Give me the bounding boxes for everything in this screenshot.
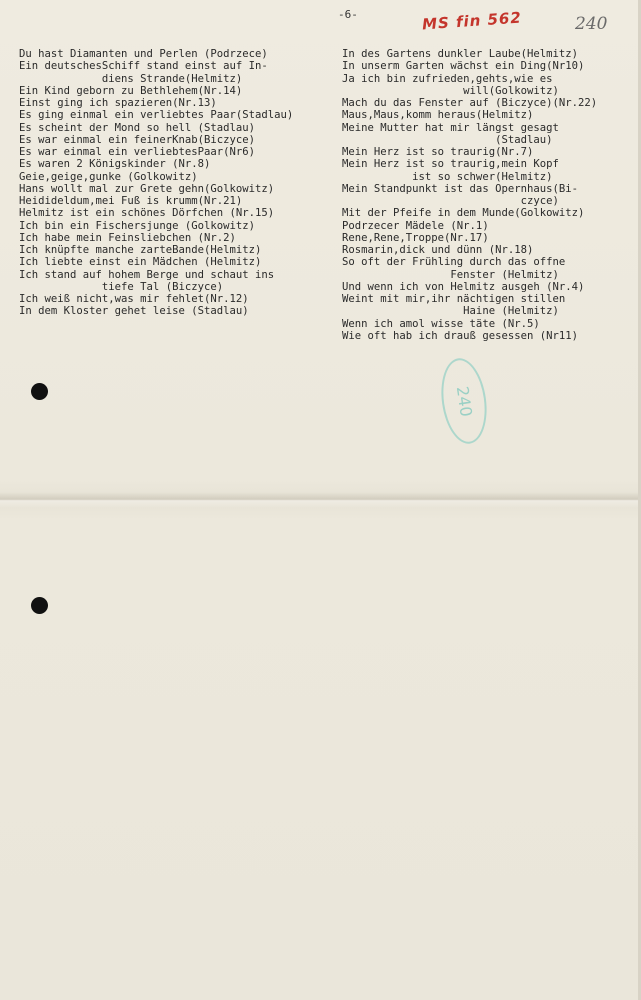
song-title-line: Ich bin ein Fischersjunge (Golkowitz) [19, 219, 255, 232]
stamp-text: 240 [452, 384, 476, 418]
punch-hole [31, 597, 48, 614]
song-title-line: Rosmarin,dick und dünn (Nr.18) [342, 244, 534, 256]
song-title-line: Wie oft hab ich drauß gesessen (Nr11) [342, 329, 578, 342]
song-title-line: Mit der Pfeife in dem Munde(Golkowitz) [342, 207, 585, 220]
song-title-line: Mein Herz ist so traurig(Nr.7) [342, 146, 534, 158]
song-title-line: Mein Herz ist so traurig,mein Kopf [342, 158, 559, 171]
song-title-line: Helmitz ist ein schönes Dörfchen (Nr.15) [19, 207, 275, 220]
song-title-line: So oft der Frühling durch das offne [342, 256, 566, 269]
song-title-line: will(Golkowitz) [342, 84, 559, 97]
song-title-line: Einst ging ich spazieren(Nr.13) [19, 97, 217, 109]
song-title-line: Meine Mutter hat mir längst gesagt [342, 121, 559, 134]
song-title-line: In des Gartens dunkler Laube(Helmitz) [342, 48, 578, 60]
song-title-line: Rene,Rene,Troppe(Nr.17) [342, 231, 489, 244]
song-title-line: In dem Kloster gehet leise (Stadlau) [19, 305, 249, 318]
song-title-line: Ich stand auf hohem Berge und schaut ins [19, 268, 275, 281]
song-title-line: Du hast Diamanten und Perlen (Podrzece) [19, 48, 268, 60]
folio-number: 240 [575, 14, 608, 34]
song-title-line: Weint mit mir,ihr nächtigen stillen [342, 293, 566, 305]
song-title-line: Heidideldum,mei Fuß is krumm(Nr.21) [19, 195, 243, 207]
song-title-line: In unserm Garten wächst ein Ding(Nr10) [342, 60, 585, 73]
song-title-line: Es scheint der Mond so hell (Stadlau) [19, 121, 255, 134]
punch-hole [31, 383, 48, 400]
song-title-line: Es war einmal ein verliebtesPaar(Nr6) [19, 146, 255, 158]
song-title-line: ist so schwer(Helmitz) [342, 170, 553, 183]
song-title-line: Podrzecer Mädele (Nr.1) [342, 219, 489, 232]
song-title-line: Und wenn ich von Helmitz ausgeh (Nr.4) [342, 280, 585, 293]
song-title-line: Ich weiß nicht,was mir fehlet(Nr.12) [19, 293, 249, 305]
song-title-line: Es war einmal ein feinerKnab(Biczyce) [19, 133, 255, 146]
shelfmark-signature: MS fin 562 [421, 8, 523, 34]
song-title-line: Ein deutschesSchiff stand einst auf In- [19, 60, 268, 73]
song-title-line: Ich habe mein Feinsliebchen (Nr.2) [19, 231, 236, 244]
song-title-line: (Stadlau) [342, 133, 553, 146]
song-list-right-column [342, 48, 638, 342]
song-title-line: Maus,Maus,komm heraus(Helmitz) [342, 109, 534, 122]
song-title-line: Es ging einmal ein verliebtes Paar(Stadlau) [19, 109, 294, 122]
paper-fold [0, 492, 641, 508]
song-title-line: diens Strande(Helmitz) [19, 72, 243, 85]
song-title-line: Fenster (Helmitz) [342, 268, 559, 281]
song-title-line: Ich knüpfte manche zarteBande(Helmitz) [19, 244, 262, 256]
song-title-line: Es waren 2 Königskinder (Nr.8) [19, 158, 211, 171]
song-title-line: Hans wollt mal zur Grete gehn(Golkowitz) [19, 182, 275, 195]
song-title-line: Geie,geige,gunke (Golkowitz) [19, 170, 198, 183]
page-number: -6- [338, 8, 358, 21]
song-title-line: Ein Kind geborn zu Bethlehem(Nr.14) [19, 84, 243, 97]
song-title-line: tiefe Tal (Biczyce) [19, 280, 224, 293]
song-title-line: Mein Standpunkt ist das Opernhaus(Bi- [342, 182, 578, 195]
song-title-line: Ja ich bin zufrieden,gehts,wie es [342, 72, 553, 85]
song-title-line: czyce) [342, 195, 559, 207]
song-title-line: Mach du das Fenster auf (Biczyce)(Nr.22) [342, 97, 598, 109]
song-title-line: Haine (Helmitz) [342, 305, 559, 318]
song-title-line: Ich liebte einst ein Mädchen (Helmitz) [19, 256, 262, 269]
song-list-left-column [19, 48, 337, 318]
song-title-line: Wenn ich amol wisse täte (Nr.5) [342, 317, 540, 330]
